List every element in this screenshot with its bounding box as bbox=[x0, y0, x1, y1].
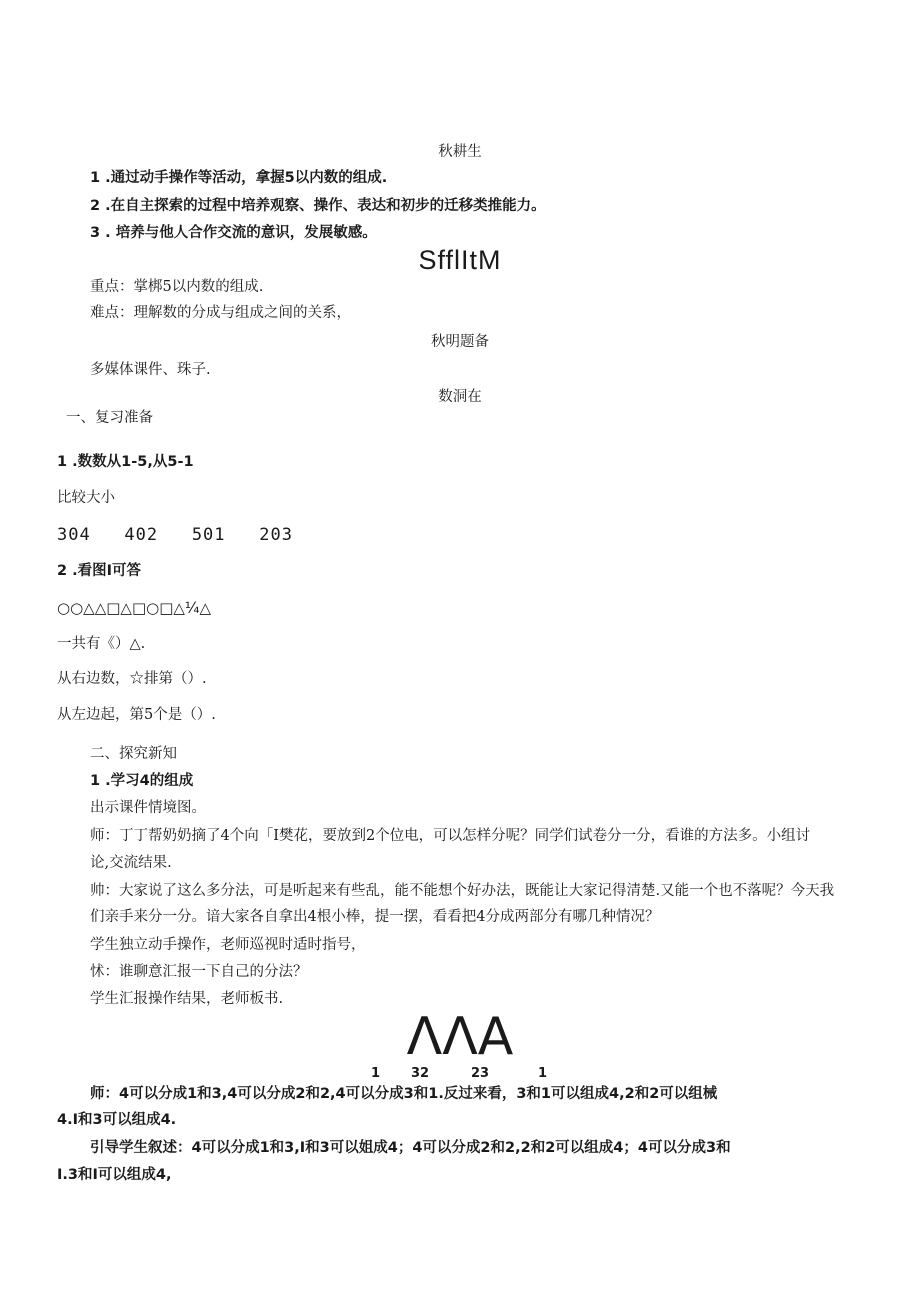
question-2: 从右边数，☆排第（）. bbox=[57, 671, 207, 687]
teacher-para-2-line-2: 们亲手来分一分。谙大家各自拿出4根小棒，提一摆，看看把4分成两部分有哪几种情况？ bbox=[90, 909, 660, 925]
sub-number-2: 32 bbox=[411, 1066, 430, 1081]
explore-item-1: 1 .学习4的组成 bbox=[90, 773, 194, 789]
question-3: 从左边起，第5个是（）. bbox=[57, 707, 216, 723]
sub-number-1: 1 bbox=[371, 1066, 381, 1081]
review-title: 一、复习准备 bbox=[66, 410, 153, 426]
goal-3: 3 . 培养与他人合作交流的意识，发展敏感。 bbox=[90, 225, 377, 241]
question-1: 一共有《）△. bbox=[57, 636, 146, 652]
review-item-2: 2 .看图I可答 bbox=[57, 563, 142, 579]
compare-numbers: 304 402 501 203 bbox=[57, 525, 293, 545]
goal-2: 2 .在自主探索的过程中培养观察、操作、表达和初步的迁移类推能力。 bbox=[90, 198, 546, 214]
review-item-1: 1 .数数从1-5,从5-1 bbox=[57, 454, 194, 470]
teacher-para-3-line-2: 4.I和3可以组成4. bbox=[57, 1112, 177, 1128]
materials: 多媒体课件、珠子. bbox=[90, 362, 211, 378]
sub-number-4: 1 bbox=[538, 1066, 548, 1081]
section-title-prep: 秋明题备 bbox=[431, 334, 489, 350]
teacher-para-3-line-1: 师：4可以分成1和3,4可以分成2和2,4可以分成3和1.反过来看，3和1可以组成4,2和2可以组械 bbox=[90, 1086, 718, 1102]
teacher-para-1-line-2: 论,交流结果. bbox=[90, 855, 172, 871]
guide-line-1: 引导学生叙述：4可以分成1和3,I和3可以姐成4；4可以分成2和2,2和2可以组成4；4可以分成3和 bbox=[90, 1140, 731, 1156]
compare-label: 比较大小 bbox=[57, 490, 115, 506]
difficult-point: 难点：理解数的分成与组成之间的关系， bbox=[90, 305, 351, 321]
key-point: 重点：掌梆5以内数的组成. bbox=[90, 279, 264, 295]
shapes-row: ○○△△□△□○□△¼△ bbox=[57, 599, 211, 617]
goal-1: 1 .通过动手操作等活动，拿握5以内数的组成. bbox=[90, 170, 388, 186]
heading-key-points: SfflItM bbox=[418, 245, 502, 275]
student-report: 学生汇报操作结果，老师板书. bbox=[90, 991, 284, 1007]
teacher-ask: 怵：谁聊意汇报一下自己的分法？ bbox=[90, 964, 308, 980]
sub-number-3: 23 bbox=[471, 1066, 490, 1081]
explore-title: 二、探究新知 bbox=[90, 746, 177, 762]
guide-line-2: I.3和I可以组成4, bbox=[57, 1167, 172, 1183]
show-scene: 出示课件情境图。 bbox=[90, 800, 206, 816]
teacher-para-1-line-1: 师：丁丁帮奶奶摘了4个向「I樊花，要放到2个位电，可以怎样分呢？同学们试卷分一分，看谁的方法多。小组讨 bbox=[90, 828, 811, 844]
section-title-process: 数洞在 bbox=[438, 389, 482, 405]
section-title-objectives: 秋耕生 bbox=[438, 144, 482, 160]
stick-figures: ΛΛA bbox=[406, 1007, 514, 1067]
teacher-para-2-line-1: 帅：大家说了这么多分法，可是听起来有些乱，能不能想个好办法，既能让大家记得清楚.又能一个也不落呢？今天我 bbox=[90, 883, 835, 899]
student-operation: 学生独立动手操作，老师巡视时适时指号， bbox=[90, 937, 366, 953]
